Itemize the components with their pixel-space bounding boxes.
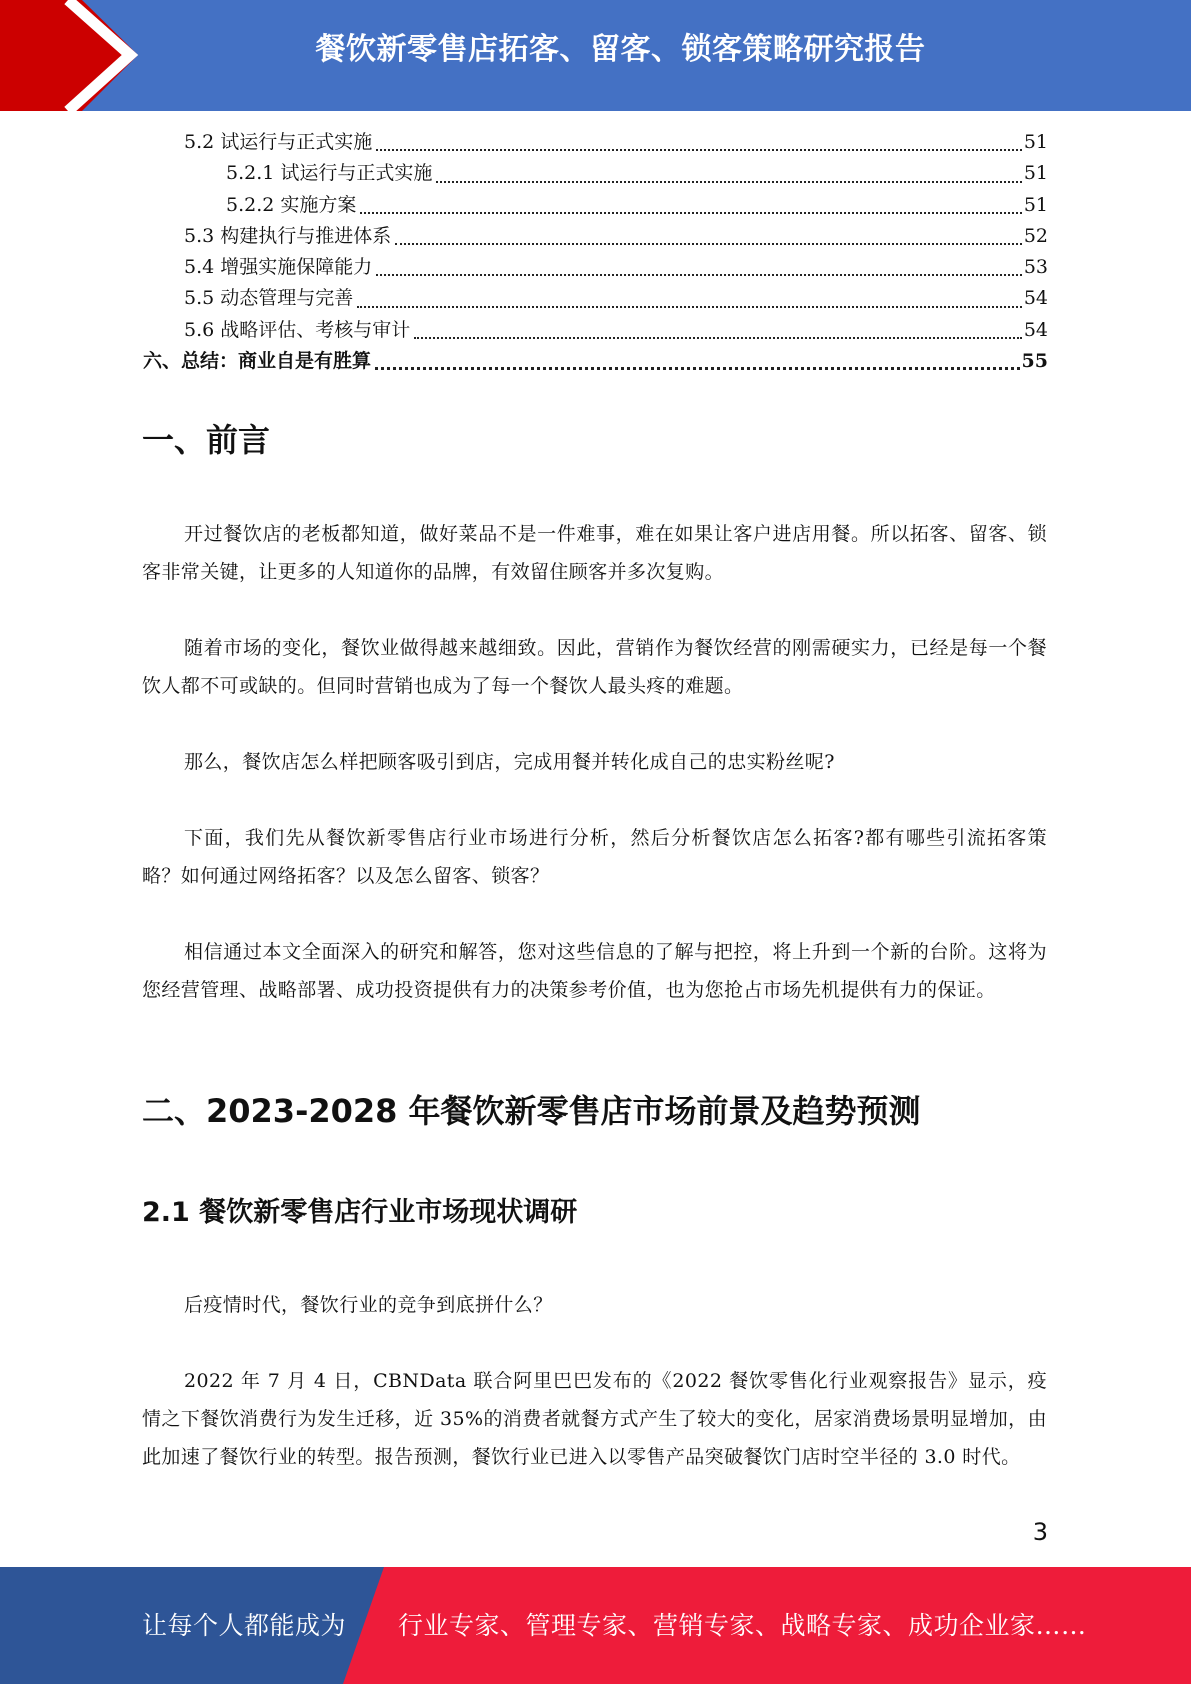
toc-entry-page: 51 (1023, 193, 1048, 216)
toc-entry[interactable] (143, 346, 1048, 377)
subsection-heading: 2.1 餐饮新零售店行业市场现状调研 (142, 1197, 578, 1228)
section-heading-preface: 一、前言 (142, 421, 271, 459)
red-chevron-decoration (0, 0, 150, 111)
toc-dot-leader (376, 149, 1022, 151)
table-of-contents (143, 127, 1048, 377)
toc-entry-page: 53 (1023, 256, 1048, 279)
body-paragraph: 2022 年 7 月 4 日，CBNData 联合阿里巴巴发布的《2022 餐饮零售化行业观察报告》显示，疫情之下餐饮消费行为发生迁移，近 35%的消费者就餐方式产生了较大的变化，居家消费场景明显增加，由此加速了餐饮行业的转型。报告预测，餐饮行业已进入以零售产品突破餐饮门店时空半径的 3.0 时代。 (142, 1370, 1047, 1468)
report-title: 餐饮新零售店拓客、留客、锁客策略研究报告 (315, 32, 926, 67)
footer-slogan-left: 让每个人都能成为 (142, 1611, 347, 1640)
section-heading-market-outlook: 二、2023-2028 年餐饮新零售店市场前景及趋势预测 (142, 1092, 921, 1130)
toc-entry-title: 5.4 增强实施保障能力 (184, 256, 373, 279)
toc-dot-leader (357, 306, 1022, 308)
toc-entry-page: 54 (1023, 287, 1048, 310)
body-paragraph: 开过餐饮店的老板都知道，做好菜品不是一件难事，难在如果让客户进店用餐。所以拓客、留客、锁客非常关键，让更多的人知道你的品牌，有效留住顾客并多次复购。 (142, 523, 1047, 583)
toc-dot-leader (376, 274, 1022, 276)
toc-entry-title: 六、总结：商业自是有胜算 (143, 350, 372, 373)
header-banner (0, 0, 1191, 111)
body-paragraph: 相信通过本文全面深入的研究和解答，您对这些信息的了解与把控，将上升到一个新的台阶。这将为您经营管理、战略部署、成功投资提供有力的决策参考价值，也为您抢占市场先机提供有力的保证。 (142, 941, 1047, 1001)
toc-entry-title: 5.6 战略评估、考核与审计 (184, 318, 411, 341)
body-paragraph: 下面，我们先从餐饮新零售店行业市场进行分析，然后分析餐饮店怎么拓客?都有哪些引流拓客策略？如何通过网络拓客？以及怎么留客、锁客？ (142, 827, 1047, 887)
body-paragraph: 随着市场的变化，餐饮业做得越来越细致。因此，营销作为餐饮经营的刚需硬实力，已经是每一个餐饮人都不可或缺的。但同时营销也成为了每一个餐饮人最头疼的难题。 (142, 637, 1047, 697)
toc-entry-page: 51 (1023, 131, 1048, 153)
toc-dot-leader (414, 337, 1022, 339)
toc-entry-title: 5.2.1 试运行与正式实施 (226, 162, 433, 185)
toc-dot-leader (395, 243, 1022, 245)
footer-banner (0, 1567, 1191, 1684)
toc-entry[interactable] (143, 190, 1048, 221)
toc-dot-leader (436, 181, 1021, 183)
toc-dot-leader (375, 367, 1020, 370)
toc-entry[interactable] (143, 252, 1048, 283)
footer-slogan-right: 行业专家、管理专家、营销专家、战略专家、成功企业家…… (398, 1611, 1087, 1640)
toc-entry[interactable] (143, 127, 1048, 158)
toc-dot-leader (360, 212, 1021, 214)
toc-entry-title: 5.5 动态管理与完善 (184, 287, 354, 310)
toc-entry-page: 55 (1021, 350, 1048, 373)
toc-entry[interactable] (143, 221, 1048, 252)
toc-entry-title: 5.3 构建执行与推进体系 (184, 224, 392, 247)
toc-entry-title: 5.2.2 实施方案 (226, 193, 357, 216)
toc-entry[interactable] (143, 283, 1048, 314)
toc-entry-page: 51 (1023, 162, 1048, 185)
body-paragraph: 后疫情时代，餐饮行业的竞争到底拼什么？ (184, 1294, 553, 1316)
toc-entry[interactable] (143, 158, 1048, 189)
toc-entry-title: 5.2 试运行与正式实施 (184, 131, 373, 153)
toc-entry-page: 54 (1023, 318, 1048, 341)
toc-entry[interactable] (143, 315, 1048, 346)
page-number: 3 (1032, 1518, 1048, 1546)
toc-entry-page: 52 (1023, 224, 1048, 247)
body-paragraph: 那么，餐饮店怎么样把顾客吸引到店，完成用餐并转化成自己的忠实粉丝呢? (184, 751, 835, 773)
